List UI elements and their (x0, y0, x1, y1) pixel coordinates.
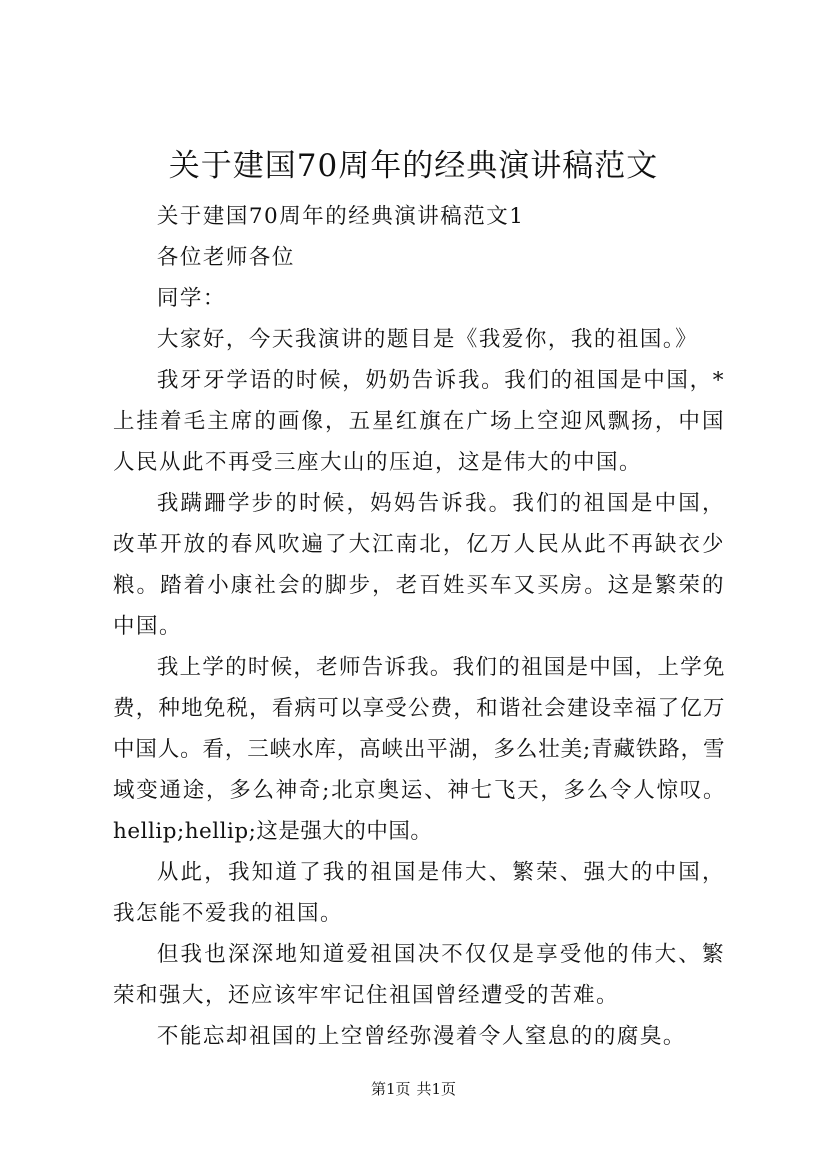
body-paragraph: 我牙牙学语的时候，奶奶告诉我。我们的祖国是中国，*上挂着毛主席的画像，五星红旗在广场上空迎风飘扬，中国人民从此不再受三座大山的压迫，这是伟大的中国。 (113, 368, 725, 475)
subtitle-paragraph: 关于建国70周年的经典演讲稿范文1 (156, 204, 525, 229)
document-body (113, 196, 725, 1057)
body-paragraph: 不能忘却祖国的上空曾经弥漫着令人窒息的的腐臭。 (156, 1024, 686, 1049)
salutation-paragraph: 各位老师各位 (156, 245, 295, 270)
body-paragraph: 我蹒跚学步的时候，妈妈告诉我。我们的祖国是中国，改革开放的春风吹遍了大江南北，亿万人民从此不再缺衣少粮。踏着小康社会的脚步，老百姓买车又买房。这是繁荣的中国。 (113, 491, 725, 639)
salutation-paragraph: 同学： (156, 286, 226, 311)
page-footer (0, 1079, 827, 1099)
body-paragraph: 我上学的时候，老师告诉我。我们的祖国是中国，上学免费，种地免税，看病可以享受公费，和谐社会建设幸福了亿万中国人。看，三峡水库，高峡出平湖，多么壮美;青藏铁路，雪域变通途，多么神奇;北京奥运、神七飞天，多么令人惊叹。hellip;hellip;这是强大的中国。 (113, 655, 725, 844)
document-title: 关于建国70周年的经典演讲稿范文 (168, 148, 659, 184)
body-paragraph: 但我也深深地知道爱祖国决不仅仅是享受他的伟大、繁荣和强大，还应该牢牢记住祖国曾经遭受的苦难。 (113, 942, 725, 1008)
body-paragraph: 大家好，今天我演讲的题目是《我爱你，我的祖国。》 (156, 327, 699, 352)
page-total: 共1页 (416, 1080, 457, 1098)
body-paragraph: 从此，我知道了我的祖国是伟大、繁荣、强大的中国，我怎能不爱我的祖国。 (113, 860, 725, 926)
page-number: 第1页 (370, 1080, 411, 1098)
